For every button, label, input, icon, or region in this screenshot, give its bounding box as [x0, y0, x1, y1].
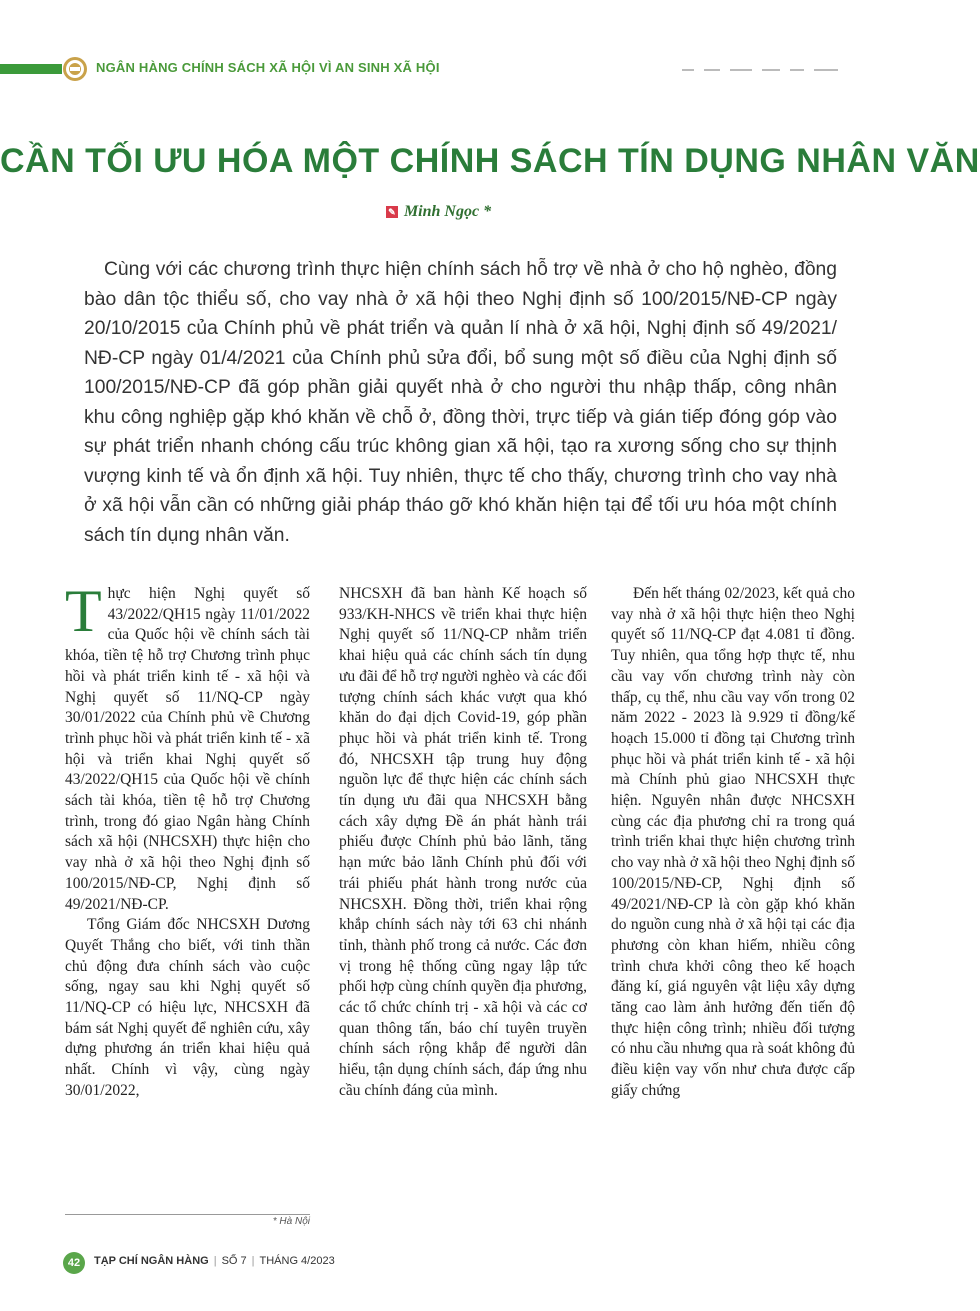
text-column-1 — [65, 578, 310, 1102]
paragraph — [65, 578, 310, 915]
magazine-name: TẠP CHÍ NGÂN HÀNG — [94, 1255, 209, 1267]
drop-cap: T — [65, 578, 102, 644]
footer-info: TẠP CHÍ NGÂN HÀNG | SỐ 7 | THÁNG 4/2023 — [94, 1255, 335, 1267]
bank-logo-icon — [62, 56, 88, 82]
text-column-3 — [611, 584, 855, 1102]
page-number: 42 — [63, 1252, 85, 1274]
header-divider — [704, 69, 720, 71]
issue-number: SỐ 7 — [221, 1255, 247, 1267]
header-divider — [762, 69, 780, 71]
header-divider — [682, 69, 694, 71]
text-column-2 — [339, 584, 587, 1102]
paragraph-text: hực hiện Nghị quyết số 43/2022/QH15 ngày 11/01/2022 của Quốc hội về chính sách tài khóa, tiền tệ hỗ trợ Chương trình phục hồi và phát triển kinh tế - xã hội và Nghị quyết số 11/NQ-CP ngày 30/01/2022 của Chính phủ về Chương trình phục hồi và phát triển kinh tế - xã hội và triển khai Nghị quyết số 43/2022/QH15 của Quốc hội về chính sách tài khóa, tiền tệ hỗ trợ Chương trình, trong đó giao Ngân hàng Chính sách xã hội (NHCSXH) thực hiện cho vay nhà ở xã hội theo Nghị định số 100/2015/NĐ-CP, Nghị định số 49/2021/NĐ-CP. — [65, 585, 310, 913]
pen-icon: ✎ — [386, 206, 398, 218]
article-author — [0, 203, 877, 221]
article-title: CẦN TỐI ƯU HÓA MỘT CHÍNH SÁCH TÍN DỤNG NHÂN VĂN — [0, 142, 980, 180]
author-name: Minh Ngọc * — [403, 203, 492, 220]
article-intro: Cùng với các chương trình thực hiện chính sách hỗ trợ về nhà ở cho hộ nghèo, đồng bào dân tộc thiểu số, cho vay nhà ở xã hội theo Nghị định số 100/2015/NĐ-CP ngày 20/10/2015 của Chính phủ về phát triển và quản lí nhà ở xã hội, Nghị định số 49/2021/ NĐ-CP ngày 01/4/2021 của Chính phủ sửa đổi, bổ sung một số điều của Nghị định số 100/2015/NĐ-CP đã góp phần giải quyết nhà ở cho người thu nhập thấp, công nhân khu công nghiệp gặp khó khăn về chỗ ở, đồng thời, trực tiếp và gián tiếp đóng góp vào sự phát triển nhanh chóng cấu trúc không gian xã hội, tạo ra xương sống cho sự thịnh vượng kinh tế và ổn định xã hội. Tuy nhiên, thực tế cho thấy, chương trình cho vay nhà ở xã hội vẫn cần có những giải pháp tháo gỡ khó khăn hiện tại để tối ưu hóa một chính sách tín dụng nhân văn. — [84, 259, 837, 546]
header-accent-bar — [0, 64, 62, 74]
paragraph: NHCSXH đã ban hành Kế hoạch số 933/KH-NHCS về triển khai thực hiện Nghị quyết số 11/NQ-CP nhằm triển khai hiệu quả các chính sách tín dụng ưu đãi để hỗ trợ người nghèo và các đối tượng chính sách khác vượt qua khó khăn do đại dịch Covid-19, góp phần phục hồi và phát triển kinh tế. Trong đó, NHCSXH tập trung huy động nguồn lực để thực hiện các chính sách tín dụng ưu đãi qua NHCSXH bằng cách xây dựng Đề án phát hành trái phiếu được Chính phủ bảo lãnh, tăng hạn mức bảo lãnh Chính phủ đối với trái phiếu phát hành trong nước của NHCSXH. Đồng thời, triển khai rộng khắp chính sách này tới 63 chi nhánh tỉnh, thành phố trong cả nước. Các đơn vị trong hệ thống cũng ngay lập tức phối hợp cùng chính quyền địa phương, các tổ chức chính trị - xã hội và các cơ quan thông tấn, báo chí tuyên truyền chính sách rộng khắp để người dân hiểu, tận dụng chính sách, đáp ứng nhu cầu chính đáng của mình. — [339, 585, 587, 1099]
footnote-divider — [65, 1214, 310, 1215]
header-divider — [814, 69, 838, 71]
header-divider — [730, 69, 752, 71]
paragraph: Đến hết tháng 02/2023, kết quả cho vay nhà ở xã hội thực hiện theo Nghị quyết số 11/NQ-CP đạt 4.081 tỉ đồng. Tuy nhiên, qua tổng hợp thực tế, nhu cầu vay vốn chương trình này còn thấp, cụ thể, nhu cầu vay vốn trong 02 năm 2022 - 2023 là 9.929 tỉ đồng/kế hoạch 15.000 tỉ đồng tại Chương trình phục hồi và phát triển kinh tế - xã hội mà Chính phủ giao NHCSXH thực hiện. Nguyên nhân được NHCSXH cùng các địa phương chỉ ra trong quá trình triển khai thực hiện chương trình cho vay nhà ở xã hội theo Nghị định số 100/2015/NĐ-CP, Nghị định số 49/2021/NĐ-CP là còn gặp khó khăn do nguồn cung nhà ở xã hội tại các địa phương còn khan hiếm, nhiều công trình chưa khởi công theo kế hoạch đăng kí, giá nguyên vật liệu xây dựng tăng cao làm ảnh hưởng đến tiến độ thực hiện công trình; nhiều đối tượng có nhu cầu nhưng qua rà soát không đủ điều kiện vay vốn như chưa được cấp giấy chứng — [611, 585, 855, 1099]
paragraph: Tổng Giám đốc NHCSXH Dương Quyết Thắng cho biết, với tinh thần chủ động đưa chính sách vào cuộc sống, ngay sau khi Nghị quyết số 11/NQ-CP có hiệu lực, NHCSXH đã bám sát Nghị quyết để nghiên cứu, xây dựng phương án triển khai hiệu quả nhất. Chính vì vậy, cùng ngày 30/01/2022, — [65, 916, 310, 1099]
issue-date: THÁNG 4/2023 — [259, 1255, 335, 1267]
header-divider — [790, 69, 804, 71]
section-header: NGÂN HÀNG CHÍNH SÁCH XÃ HỘI VÌ AN SINH XÃ HỘI — [96, 60, 440, 75]
footnote: * Hà Nội — [272, 1216, 310, 1227]
